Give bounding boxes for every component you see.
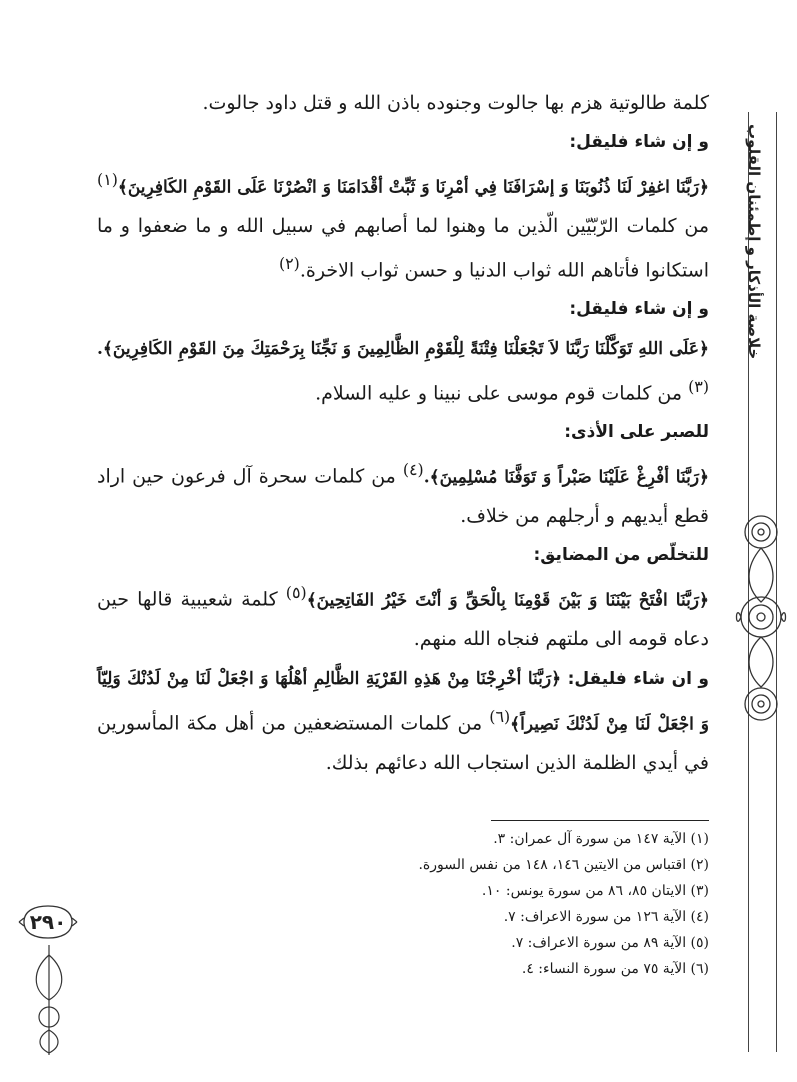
footnote-divider bbox=[491, 820, 709, 821]
footnote-mark: (٦) bbox=[489, 707, 511, 727]
page-number-text: ٢٩٠ bbox=[29, 910, 67, 934]
footnote-mark: (٣) bbox=[688, 377, 709, 397]
paragraph-6: و ان شاء فليقل: ﴿رَبَّنَا أخْرِجْنَا مِنْ هَذِهِ القَرْيَةِ الظَّالِمِ أهْلُهَا وَ اجْعَلْ لَنَا مِنْ لَدُنْكَ وَلِيّاً وَ اجْعَلْ لَنَا مِنْ لَدُنْكَ نَصِيراً﴾$^{(٦)}$ من كلمات المستضعفين من أهل مكة المأسورين في أيدي الظلمة الذين استجاب الله دعائهم بذلك. bbox=[97, 668, 709, 774]
quran-verse: ﴿رَبَّنَا اغفِرْ لَنَا ذُنُوبَنَا وَ إسْرَافَنَا فِي أمْرِنَا وَ ثَبِّتْ أقْدَامَنَا وَ انْصُرْنَا عَلَى القَوْمِ الكَافِرِينَ﴾ bbox=[117, 177, 709, 198]
floral-ornament-icon bbox=[735, 492, 787, 742]
footnote: (٣) الايتان ٨٥، ٨٦ من سورة يونس: ١٠. bbox=[481, 883, 709, 899]
footnote: (١) الآية ١٤٧ من سورة آل عمران: ٣. bbox=[493, 831, 709, 847]
footnote: (٦) الآية ٧٥ من سورة النساء: ٤. bbox=[521, 961, 709, 977]
paragraph-5: ﴿رَبَّنَا افْتَحْ بَيْنَنَا وَ بَيْنَ قَوْمِنَا بِالْحَقِّ وَ أنْتَ خَيْرُ الفَاتِحِينَ﴾$^{(٥)}$ كلمة شعيبية قالها حين دعاه قومه الى ملتهم فنجاه الله منهم. bbox=[97, 583, 709, 651]
inline-heading: و ان شاء فليقل: bbox=[567, 668, 709, 689]
footnote-mark: (٢) bbox=[278, 254, 300, 274]
footnote-mark: (٥) bbox=[285, 583, 307, 603]
paragraph-1: كلمة طالوتية هزم بها جالوت وجنوده باذن الله و قتل داود جالوت. bbox=[202, 92, 709, 114]
side-border bbox=[733, 112, 789, 1052]
heading-4: للتخلّص من المضايق: bbox=[533, 544, 709, 565]
paragraph-4: ﴿رَبَّنَا أفْرِغْ عَلَيْنَا صَبْراً وَ تَوَفَّنَا مُسْلِمِينَ﴾.$^{(٤)}$ من كلمات سحرة آل فرعون حين اراد قطع أيديهم و أرجلهم من خلاف. bbox=[97, 460, 709, 528]
quran-verse: ﴿رَبَّنَا أخْرِجْنَا مِنْ هَذِهِ القَرْيَةِ الظَّالِمِ أهْلُهَا وَ اجْعَلْ لَنَا مِنْ لَدُنْكَ وَلِيّاً وَ اجْعَلْ لَنَا مِنْ لَدُنْكَ نَصِيراً﴾ bbox=[97, 668, 709, 735]
footnote-mark: (١) bbox=[97, 170, 118, 189]
paragraph-2: ﴿رَبَّنَا اغفِرْ لَنَا ذُنُوبَنَا وَ إسْرَافَنَا فِي أمْرِنَا وَ ثَبِّتْ أقْدَامَنَا وَ انْصُرْنَا عَلَى القَوْمِ الكَافِرِينَ﴾$^{(١)}$ من كلمات الرّبّيّين الّذين ما وهنوا لما أصابهم في سبيل الله و ما ضعفوا و ما استكانوا فأتاهم الله ثواب الدنيا و حسن ثواب الاخرة.$^{(٢)}$ bbox=[97, 170, 709, 282]
heading-1: و إن شاء فليقل: bbox=[569, 131, 709, 152]
heading-2: و إن شاء فليقل: bbox=[569, 299, 709, 320]
running-title: خلاصة الأذكار و إطمئنان القلوب bbox=[745, 124, 763, 360]
footnotes bbox=[109, 826, 709, 982]
main-text bbox=[97, 84, 709, 782]
footnote: (٢) اقتباس من الايتين ١٤٦، ١٤٨ من نفس السورة. bbox=[418, 857, 709, 873]
quran-verse: ﴿رَبَّنَا افْتَحْ بَيْنَنَا وَ بَيْنَ قَوْمِنَا بِالْحَقِّ وَ أنْتَ خَيْرُ الفَاتِحِينَ﴾ bbox=[306, 590, 709, 611]
heading-3: للصبر على الأذى: bbox=[564, 421, 709, 442]
quran-verse: ﴿رَبَّنَا أفْرِغْ عَلَيْنَا صَبْراً وَ تَوَفَّنَا مُسْلِمِينَ﴾. bbox=[423, 467, 709, 488]
bottom-ornament-icon bbox=[22, 945, 76, 1055]
quran-verse: ﴿عَلَى اللهِ تَوَكَّلْنَا رَبَّنَا لاَ تَجْعَلْنَا فِتْنَةً لِلْقَوْمِ الظَّالِمِينَ وَ نَجِّنَا بِرَحْمَتِكَ مِنَ القَوْمِ الكَافِرِينَ﴾. bbox=[97, 338, 709, 359]
page-number bbox=[18, 902, 78, 942]
paragraph-3: ﴿عَلَى اللهِ تَوَكَّلْنَا رَبَّنَا لاَ تَجْعَلْنَا فِتْنَةً لِلْقَوْمِ الظَّالِمِينَ وَ نَجِّنَا بِرَحْمَتِكَ مِنَ القَوْمِ الكَافِرِينَ﴾.$^{(٣)}$ من كلمات قوم موسى على نبينا و عليه السلام. bbox=[97, 338, 709, 405]
footnote: (٥) الآية ٨٩ من سورة الاعراف: ٧. bbox=[511, 935, 709, 951]
footnote-mark: (٤) bbox=[402, 460, 424, 480]
footnote: (٤) الآية ١٢٦ من سورة الاعراف: ٧. bbox=[503, 909, 709, 925]
